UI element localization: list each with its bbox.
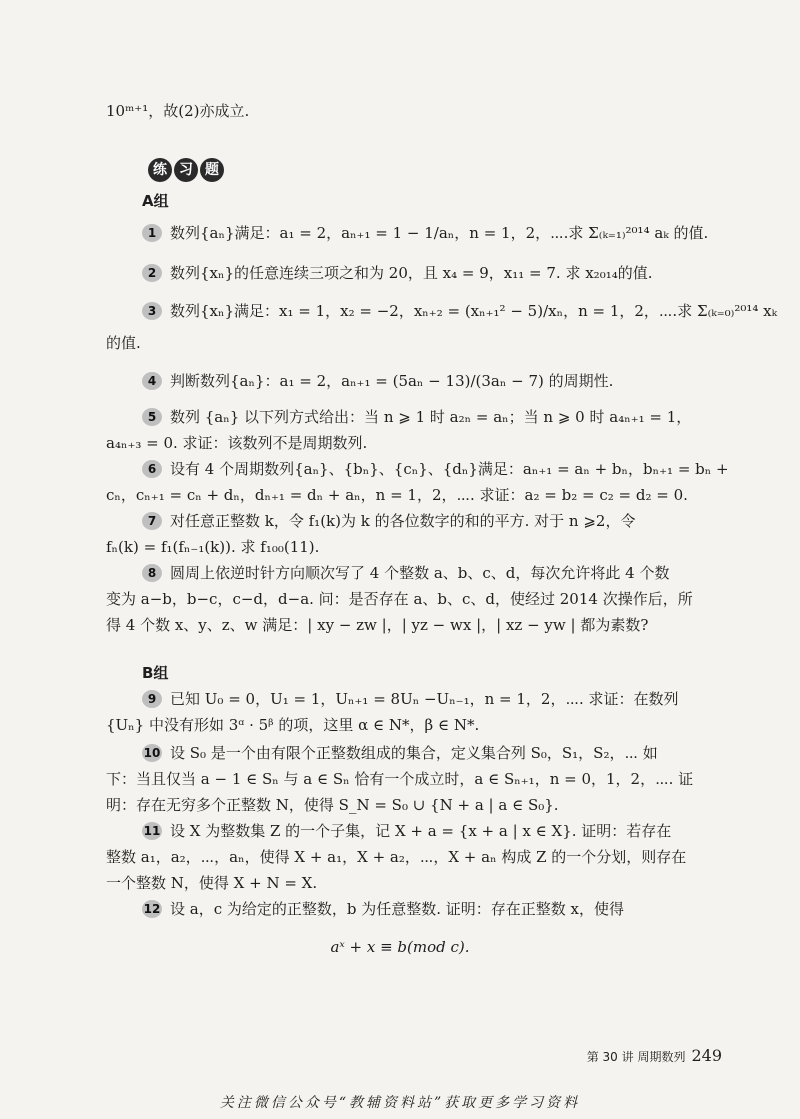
problem-6	[142, 458, 732, 480]
problem-1	[142, 222, 732, 244]
problem-number: 8	[142, 564, 162, 582]
continued-text: 10ᵐ⁺¹，故(2)亦成立.	[106, 102, 250, 120]
problem-number: 9	[142, 690, 162, 708]
problem-number: 6	[142, 460, 162, 478]
group-b-heading: B组	[142, 664, 169, 682]
group-a-heading: A组	[142, 192, 169, 210]
problem-9-cont: {Uₙ} 中没有形如 3ᵅ · 5ᵝ 的项，这里 α ∈ N*，β ∈ N*.	[106, 716, 480, 734]
problem-8-cont: 变为 a−b，b−c，c−d，d−a. 问：是否存在 a、b、c、d，使经过 2014 次操作后，所	[106, 590, 693, 608]
problem-10-cont: 明：存在无穷多个正整数 N，使得 S_N = S₀ ∪ {N + a | a ∈ S₀}.	[106, 796, 559, 814]
problem-7-cont: fₙ(k) = f₁(fₙ₋₁(k)). 求 f₁₀₀(11).	[106, 538, 320, 556]
problem-text: 设 S₀ 是一个由有限个正整数组成的集合，定义集合列 S₀，S₁，S₂，⋯ 如	[170, 744, 658, 762]
problem-11-cont: 整数 a₁，a₂，⋯，aₙ，使得 X + a₁，X + a₂，⋯，X + aₙ 构成 Z 的一个分划，则存在	[106, 848, 687, 866]
problem-3	[142, 300, 778, 322]
problem-number: 5	[142, 408, 162, 426]
problem-text: 数列{xₙ}的任意连续三项之和为 20，且 x₄ = 9，x₁₁ = 7. 求 x₂₀₁₄的值.	[170, 264, 653, 282]
problem-7	[142, 510, 732, 532]
problem-6-cont: cₙ，cₙ₊₁ = cₙ + dₙ，dₙ₊₁ = dₙ + aₙ，n = 1，2，⋯. 求证：a₂ = b₂ = c₂ = d₂ = 0.	[106, 486, 688, 504]
problem-text: 设 a，c 为给定的正整数，b 为任意整数. 证明：存在正整数 x，使得	[170, 900, 625, 918]
header-char: 练	[148, 158, 172, 182]
problem-11-cont: 一个整数 N，使得 X + N = X.	[106, 874, 318, 892]
problem-text: 数列{aₙ}满足：a₁ = 2，aₙ₊₁ = 1 − 1/aₙ，n = 1，2，⋯.求 Σ₍ₖ₌₁₎²⁰¹⁴ aₖ 的值.	[170, 224, 709, 242]
problem-11	[142, 820, 732, 842]
problem-text: 设 X 为整数集 Z 的一个子集，记 X + a = {x + a | x ∈ X}. 证明：若存在	[170, 822, 672, 840]
problem-8-cont: 得 4 个数 x、y、z、w 满足：| xy − zw |，| yz − wx |，| xz − yw | 都为素数?	[106, 616, 649, 634]
problem-3-cont: 的值.	[106, 334, 141, 352]
problem-5-cont: a₄ₙ₊₃ = 0. 求证：该数列不是周期数列.	[106, 434, 368, 452]
header-char: 题	[200, 158, 224, 182]
problem-2	[142, 262, 732, 284]
congruence-formula: aˣ + x ≡ b(mod c).	[330, 938, 470, 956]
problem-10	[142, 742, 732, 764]
problem-number: 7	[142, 512, 162, 530]
problem-text: 数列 {aₙ} 以下列方式给出：当 n ⩾ 1 时 a₂ₙ = aₙ；当 n ⩾ 0 时 a₄ₙ₊₁ = 1，	[170, 408, 692, 426]
problem-number: 2	[142, 264, 162, 282]
problem-8	[142, 562, 732, 584]
problem-text: 圆周上依逆时针方向顺次写了 4 个整数 a、b、c、d，每次允许将此 4 个数	[170, 564, 670, 582]
problem-5	[142, 406, 732, 428]
problem-number: 3	[142, 302, 162, 320]
problem-number: 4	[142, 372, 162, 390]
problem-text: 对任意正整数 k，令 f₁(k)为 k 的各位数字的和的平方. 对于 n ⩾2，令	[170, 512, 636, 530]
problem-12	[142, 898, 732, 920]
page-number: 249	[691, 1046, 722, 1065]
problem-10-cont: 下：当且仅当 a − 1 ∈ Sₙ 与 a ∈ Sₙ 恰有一个成立时，a ∈ Sₙ₊₁，n = 0，1，2，⋯. 证	[106, 770, 694, 788]
problem-text: 判断数列{aₙ}：a₁ = 2，aₙ₊₁ = (5aₙ − 13)/(3aₙ − 7) 的周期性.	[170, 372, 614, 390]
problem-4	[142, 370, 732, 392]
problem-number: 12	[143, 902, 161, 916]
problem-text: 设有 4 个周期数列{aₙ}、{bₙ}、{cₙ}、{dₙ}满足：aₙ₊₁ = aₙ + bₙ，bₙ₊₁ = bₙ +	[170, 460, 729, 478]
problem-number: 1	[142, 224, 162, 242]
chapter-title: 第 30 讲 周期数列	[586, 1050, 686, 1064]
problem-9	[142, 688, 732, 710]
promo-banner: 关注微信公众号“教辅资料站”获取更多学习资料	[219, 1095, 581, 1111]
exercise-section-header	[148, 158, 226, 182]
problem-number: 10	[143, 746, 161, 760]
problem-text: 数列{xₙ}满足：x₁ = 1，x₂ = −2，xₙ₊₂ = (xₙ₊₁² − 5)/xₙ，n = 1，2，⋯.求 Σ₍ₖ₌₀₎²⁰¹⁴ xₖ	[170, 302, 778, 320]
page-footer	[587, 1046, 722, 1065]
problem-number: 11	[143, 824, 161, 838]
problem-text: 已知 U₀ = 0，U₁ = 1，Uₙ₊₁ = 8Uₙ −Uₙ₋₁，n = 1，2，⋯. 求证：在数列	[170, 690, 679, 708]
header-char: 习	[174, 158, 198, 182]
